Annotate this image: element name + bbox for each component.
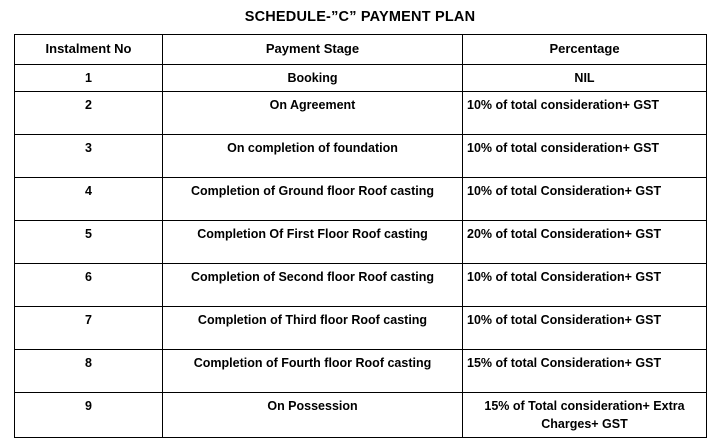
table-row — [15, 306, 707, 349]
cell-percentage: 10% of total consideration+ GST — [463, 91, 707, 134]
cell-instalment-no: 6 — [15, 263, 163, 306]
table-body — [15, 64, 707, 437]
cell-instalment-no: 1 — [15, 64, 163, 91]
column-header-payment-stage: Payment Stage — [163, 35, 463, 65]
table-header — [15, 35, 707, 65]
table-row — [15, 263, 707, 306]
cell-instalment-no: 2 — [15, 91, 163, 134]
table-row — [15, 91, 707, 134]
cell-payment-stage: Completion Of First Floor Roof casting — [163, 220, 463, 263]
cell-payment-stage: Completion of Ground floor Roof casting — [163, 177, 463, 220]
cell-percentage: 20% of total Consideration+ GST — [463, 220, 707, 263]
cell-percentage: 10% of total Consideration+ GST — [463, 263, 707, 306]
table-row — [15, 392, 707, 437]
payment-plan-table — [14, 34, 707, 438]
cell-instalment-no: 8 — [15, 349, 163, 392]
column-header-percentage: Percentage — [463, 35, 707, 65]
column-header-instalment-no: Instalment No — [15, 35, 163, 65]
cell-payment-stage: Completion of Third floor Roof casting — [163, 306, 463, 349]
cell-instalment-no: 5 — [15, 220, 163, 263]
cell-percentage: 10% of total consideration+ GST — [463, 134, 707, 177]
page-title: SCHEDULE-”C” PAYMENT PLAN — [244, 9, 476, 25]
cell-payment-stage: Completion of Fourth floor Roof casting — [163, 349, 463, 392]
cell-payment-stage: On completion of foundation — [163, 134, 463, 177]
table-row — [15, 64, 707, 91]
table-row — [15, 349, 707, 392]
table-row — [15, 134, 707, 177]
payment-plan-table-container — [0, 34, 720, 438]
cell-percentage: 10% of total Consideration+ GST — [463, 306, 707, 349]
cell-payment-stage: On Agreement — [163, 91, 463, 134]
table-row — [15, 220, 707, 263]
table-header-row — [15, 35, 707, 65]
cell-percentage: 10% of total Consideration+ GST — [463, 177, 707, 220]
cell-instalment-no: 9 — [15, 392, 163, 437]
cell-payment-stage: On Possession — [163, 392, 463, 437]
cell-percentage: NIL — [463, 64, 707, 91]
table-row — [15, 177, 707, 220]
cell-instalment-no: 7 — [15, 306, 163, 349]
cell-instalment-no: 3 — [15, 134, 163, 177]
cell-payment-stage: Completion of Second floor Roof casting — [163, 263, 463, 306]
cell-payment-stage: Booking — [163, 64, 463, 91]
cell-percentage: 15% of total Consideration+ GST — [463, 349, 707, 392]
cell-instalment-no: 4 — [15, 177, 163, 220]
cell-percentage: 15% of Total consideration+ Extra Charges+ GST — [463, 392, 707, 437]
